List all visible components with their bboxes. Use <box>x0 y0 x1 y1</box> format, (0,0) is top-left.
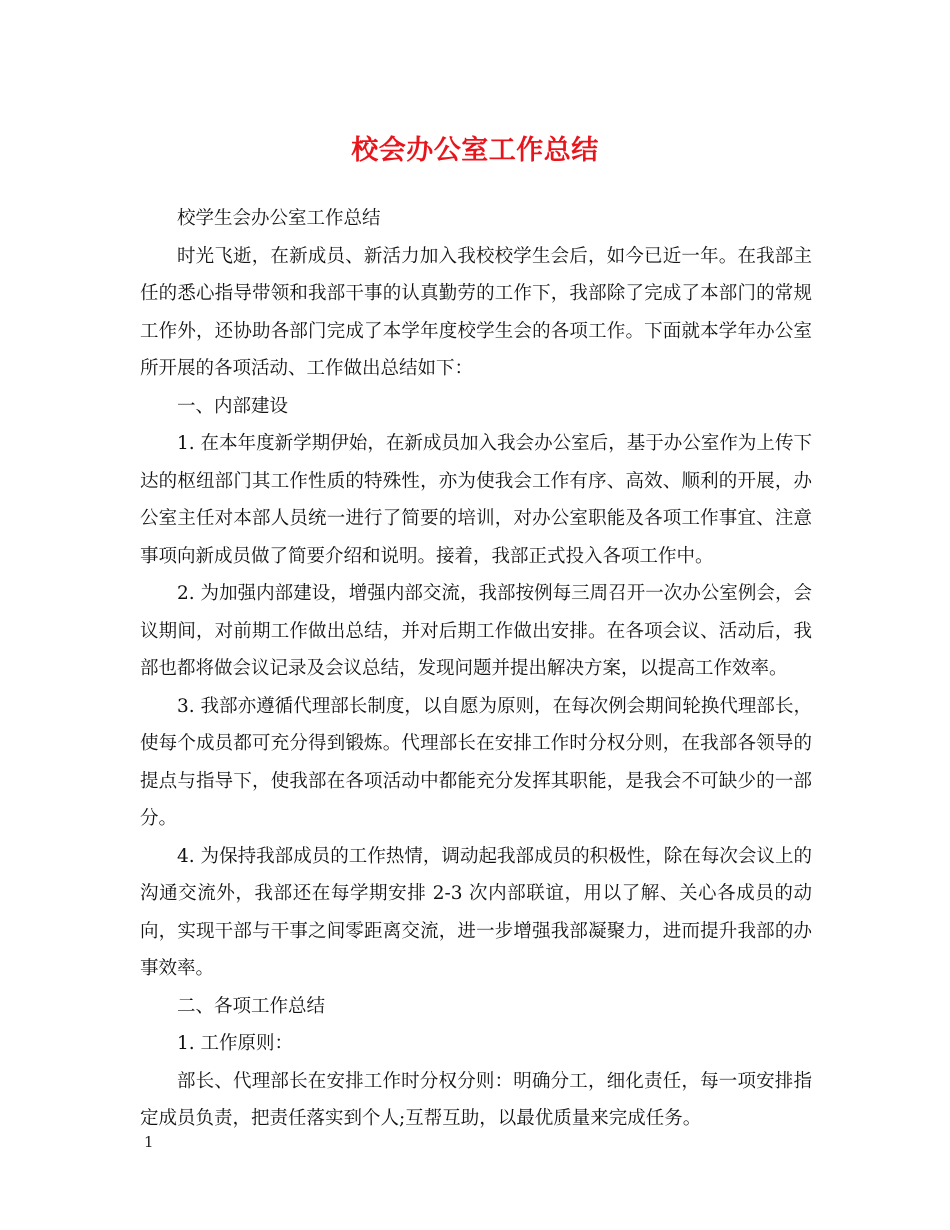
paragraph-item-2: 2. 为加强内部建设，增强内部交流，我部按例每三周召开一次办公室例会，会议期间，对前期工作做出总结，并对后期工作做出安排。在各项会议、活动后，我部也都将做会议记录及会议总结，发现问题并提出解决方案，以提高工作效率。 <box>140 583 812 679</box>
section-heading-internal: 一、内部建设 <box>177 395 289 417</box>
paragraph-item-3: 3. 我部亦遵循代理部长制度，以自愿为原则，在每次例会期间轮换代理部长，使每个成员都可充分得到锻炼。代理部长在安排工作时分权分则，在我部各领导的提点与指导下，使我部在各项活动中都能充分发挥其职能，是我会不可缺少的一部分。 <box>140 695 812 829</box>
document-title: 校会办公室工作总结 <box>351 135 599 166</box>
paragraph-item-4: 4. 为保持我部成员的工作热情，调动起我部成员的积极性，除在每次会议上的沟通交流外，我部还在每学期安排 2-3 次内部联谊，用以了解、关心各成员的动向，实现干部与干事之间零距离交流，进一步增强我部凝聚力，进而提升我部的办事效率。 <box>140 845 812 979</box>
paragraph-work-principle-heading: 1. 工作原则： <box>177 1033 294 1054</box>
paragraph-subtitle: 校学生会办公室工作总结 <box>177 208 381 229</box>
document-body <box>140 200 812 1138</box>
paragraph-item-1: 1. 在本年度新学期伊始，在新成员加入我会办公室后，基于办公室作为上传下达的枢纽部门其工作性质的特殊性，亦为使我会工作有序、高效、顺利的开展，办公室主任对本部人员统一进行了简要的培训，对办公室职能及各项工作事宜、注意事项向新成员做了简要介绍和说明。接着，我部正式投入各项工作中。 <box>140 433 812 567</box>
page-number: 1 <box>144 1133 154 1151</box>
paragraph-intro: 时光飞逝，在新成员、新活力加入我校校学生会后，如今已近一年。在我部主任的悉心指导带领和我部干事的认真勤劳的工作下，我部除了完成了本部门的常规工作外，还协助各部门完成了本学年度校学生会的各项工作。下面就本学年办公室所开展的各项活动、工作做出总结如下： <box>140 245 812 379</box>
section-heading-work-summary: 二、各项工作总结 <box>177 995 326 1017</box>
paragraph-work-principle: 部长、代理部长在安排工作时分权分则：明确分工，细化责任，每一项安排指定成员负责，把责任落实到个人;互帮互助，以最优质量来完成任务。 <box>140 1070 812 1129</box>
